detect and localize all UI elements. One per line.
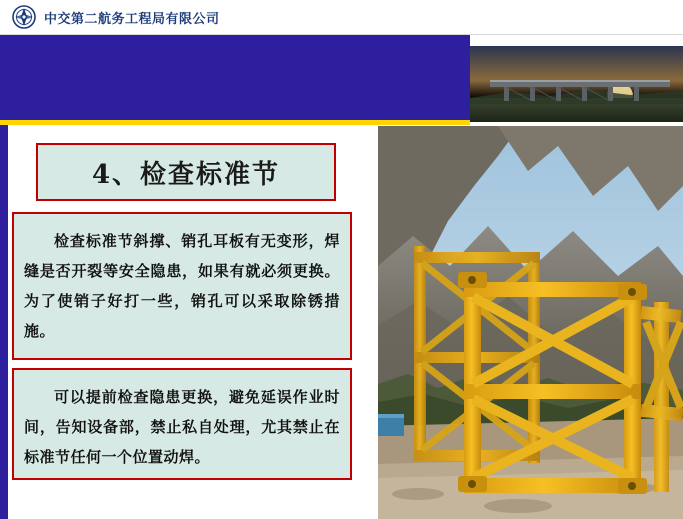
tower-crane-mast-sections-photo: [378, 126, 683, 519]
slide-header: [0, 0, 683, 35]
company-name-label: 中交第二航务工程局有限公司: [44, 10, 220, 26]
slide-title-box: [36, 143, 336, 201]
callout-box-primary: [12, 212, 352, 360]
callout-box-secondary: [12, 368, 352, 480]
blue-left-stripe: [0, 35, 8, 519]
compass-emblem-icon: [12, 5, 36, 29]
callout-text-1: 检查标准节斜撑、销孔耳板有无变形，焊缝是否开裂等安全隐患，如果有就必须更换。为了使销子好打一些，销孔可以采取除锈措施。: [24, 232, 340, 340]
blue-header-band: [0, 35, 470, 120]
callout-text-2: 可以提前检查隐患更换，避免延误作业时间，告知设备部，禁止私自处理，尤其禁止在标准节任何一个位置动焊。: [24, 388, 340, 466]
page-title: 4、检查标准节: [91, 159, 281, 190]
bridge-sunset-photo: [470, 46, 683, 122]
